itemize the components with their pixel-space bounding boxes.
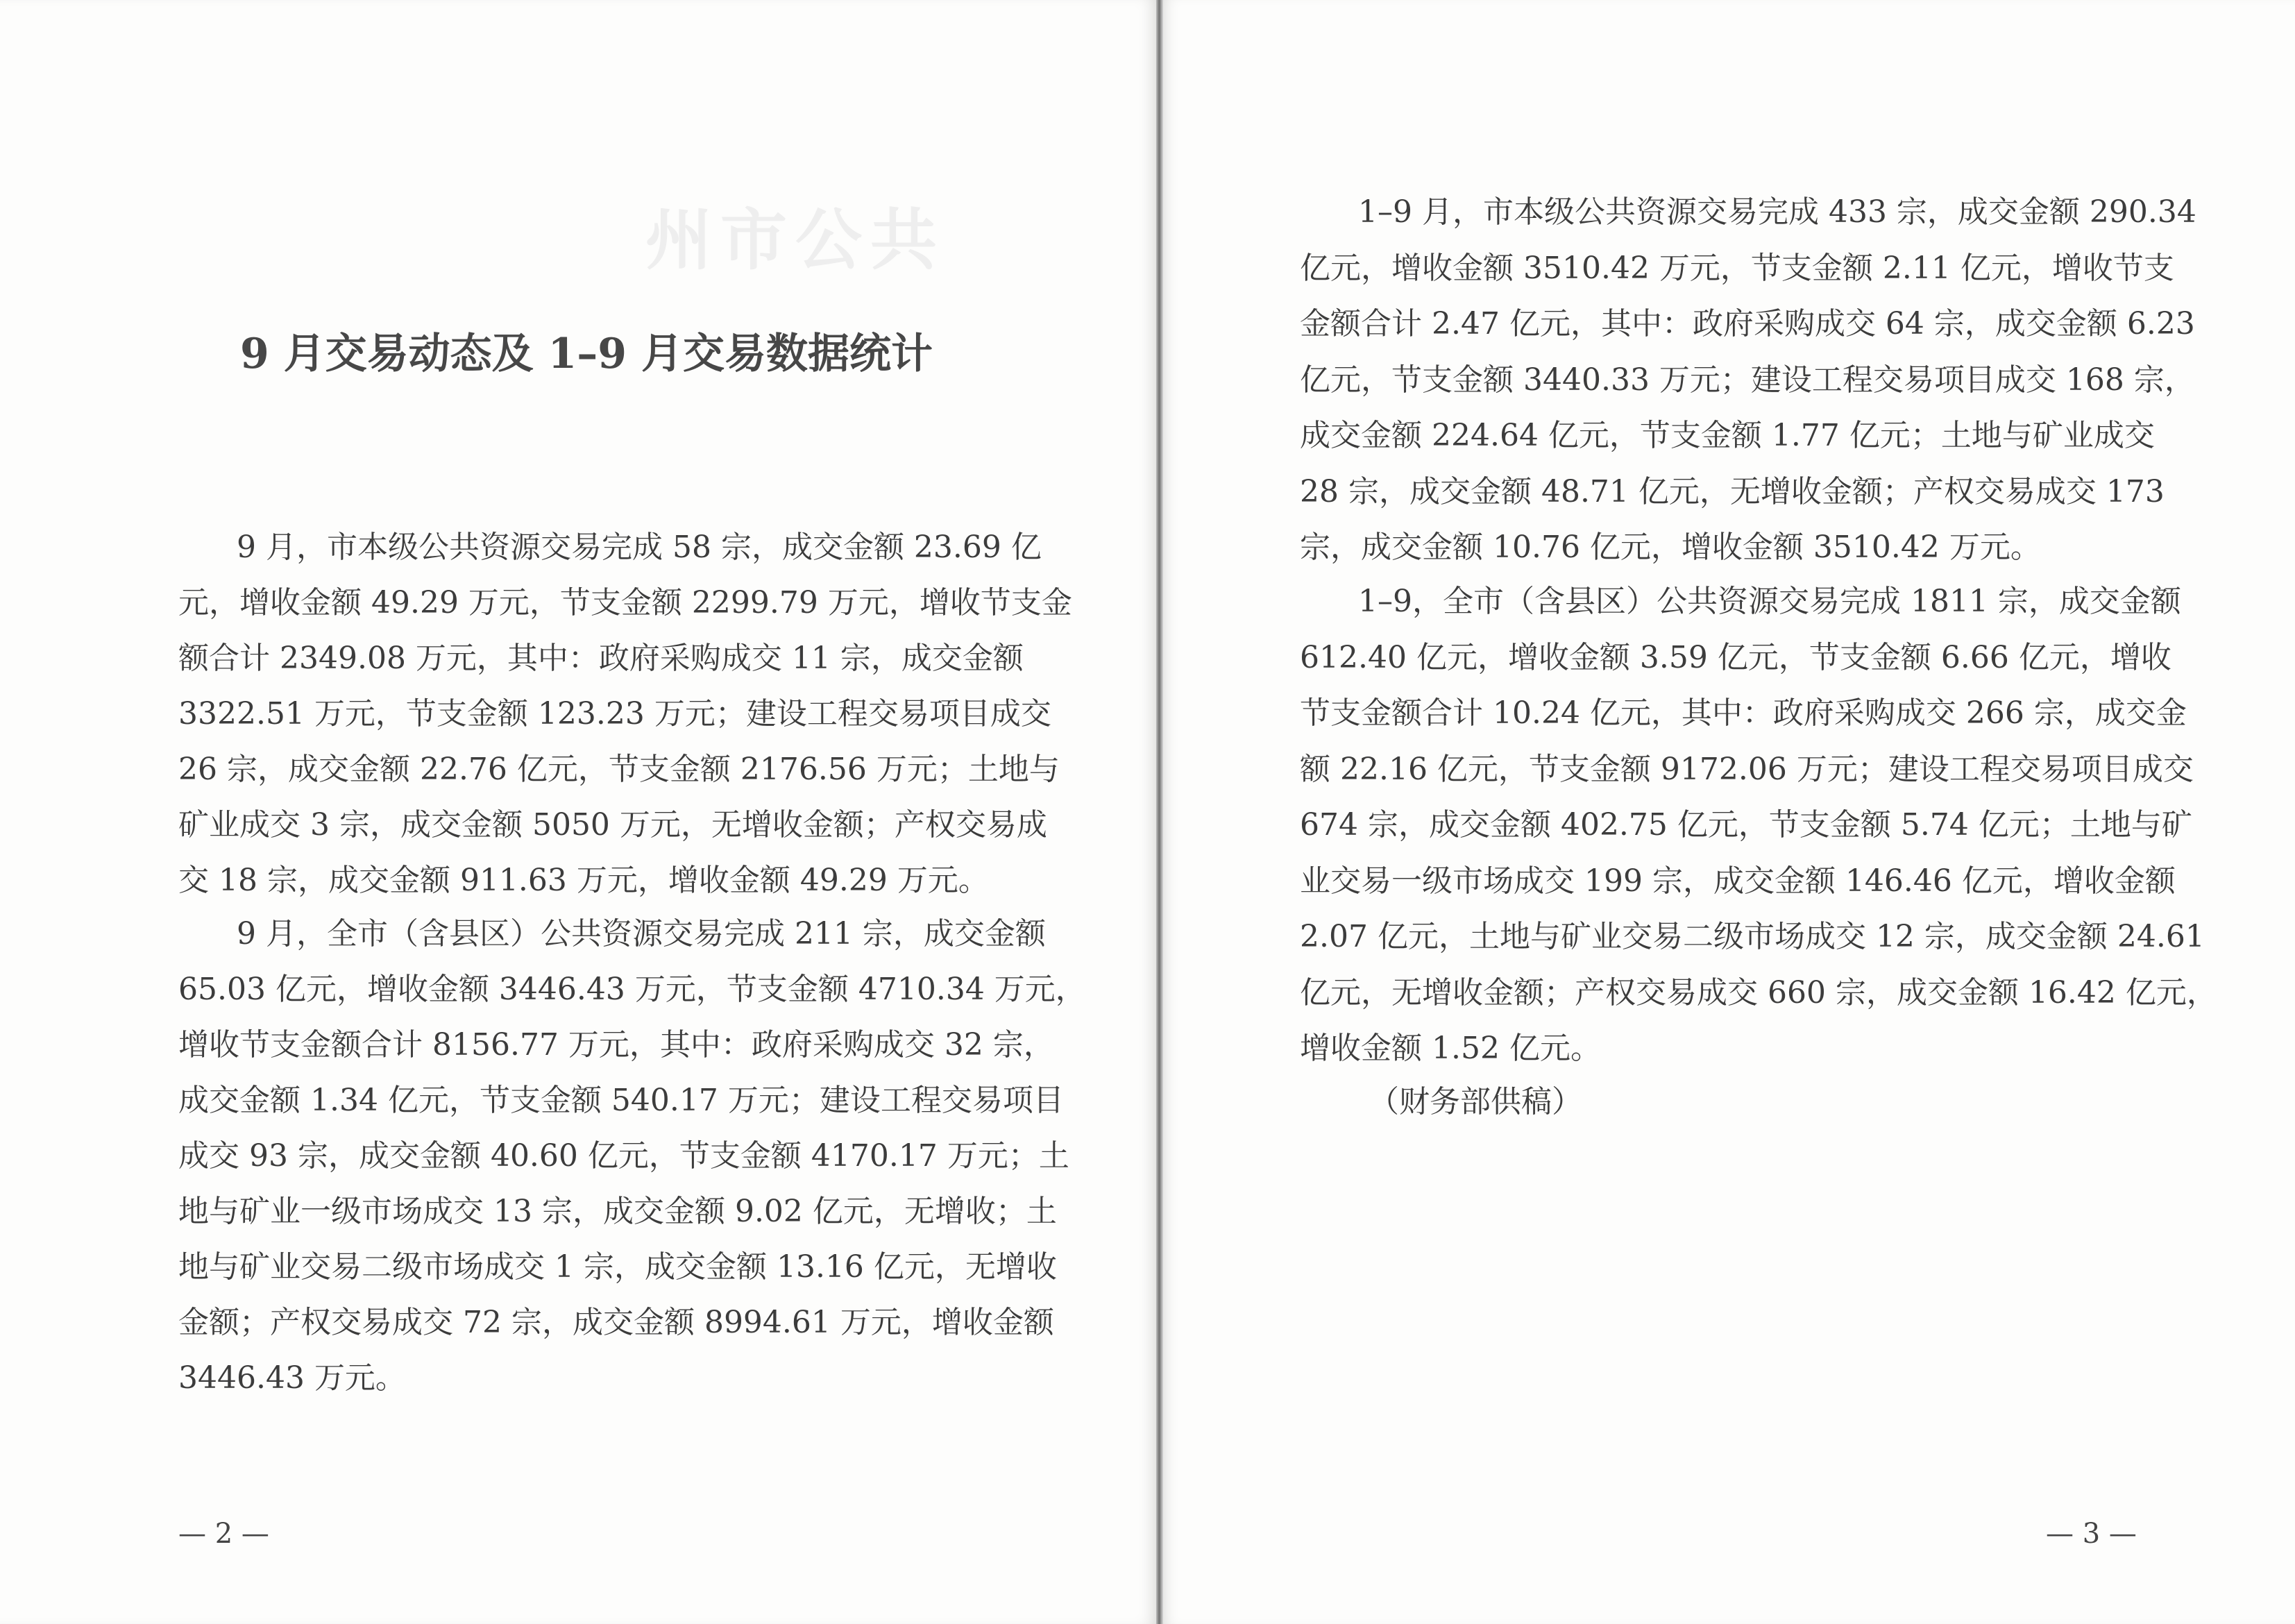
text-line: 增收节支金额合计 8156.77 万元，其中：政府采购成交 32 宗， bbox=[178, 1027, 1054, 1063]
text-line: 宗，成交金额 10.76 亿元，增收金额 3510.42 万元。 bbox=[1300, 530, 2041, 565]
paragraph bbox=[178, 520, 1072, 908]
text-line: 亿元，增收金额 3510.42 万元，节支金额 2.11 亿元，增收节支 bbox=[1300, 250, 2174, 286]
page-number: — 3 — bbox=[2046, 1518, 2137, 1550]
text-line: 2.07 亿元，土地与矿业交易二级市场成交 12 宗，成交金额 24.61 bbox=[1300, 919, 2205, 954]
text-line: 节支金额合计 10.24 亿元，其中：政府采购成交 266 宗，成交金 bbox=[1300, 695, 2187, 731]
text-line: 额 22.16 亿元，节支金额 9172.06 万元；建设工程交易项目成交 bbox=[1300, 751, 2194, 787]
paragraph bbox=[1300, 574, 2217, 1077]
text-line: 业交易一级市场成交 199 宗，成交金额 146.46 亿元，增收金额 bbox=[1300, 863, 2176, 899]
text-line: 交 18 宗，成交金额 911.63 万元，增收金额 49.29 万元。 bbox=[178, 863, 989, 898]
source-credit: （财务部供稿） bbox=[1369, 1084, 1582, 1119]
text-line: 金额；产权交易成交 72 宗，成交金额 8994.61 万元，增收金额 bbox=[178, 1305, 1054, 1340]
document-title: 9 月交易动态及 1–9 月交易数据统计 bbox=[240, 330, 933, 378]
paragraph bbox=[178, 906, 1086, 1406]
text-line: 地与矿业一级市场成交 13 宗，成交金额 9.02 亿元，无增收；土 bbox=[178, 1194, 1057, 1229]
text-line: 1–9 月，市本级公共资源交易完成 433 宗，成交金额 290.34 bbox=[1358, 194, 2196, 230]
text-line: 28 宗，成交金额 48.71 亿元，无增收金额；产权交易成交 173 bbox=[1300, 473, 2165, 509]
text-line: 3322.51 万元，节支金额 123.23 万元；建设工程交易项目成交 bbox=[178, 696, 1051, 731]
show-through-text: 州市公共 bbox=[645, 201, 945, 279]
text-line: 9 月，全市（含县区）公共资源交易完成 211 宗，成交金额 bbox=[237, 916, 1046, 951]
text-line: 674 宗，成交金额 402.75 亿元，节支金额 5.74 亿元；土地与矿 bbox=[1300, 807, 2192, 843]
text-line: 成交金额 1.34 亿元，节支金额 540.17 万元；建设工程交易项目 bbox=[178, 1083, 1064, 1118]
text-line: 额合计 2349.08 万元，其中：政府采购成交 11 宗，成交金额 bbox=[178, 641, 1024, 676]
text-line: 成交 93 宗，成交金额 40.60 亿元，节支金额 4170.17 万元；土 bbox=[178, 1138, 1069, 1174]
text-line: 26 宗，成交金额 22.76 亿元，节支金额 2176.56 万元；土地与 bbox=[178, 752, 1060, 787]
text-line: 亿元，无增收金额；产权交易成交 660 宗，成交金额 16.42 亿元， bbox=[1300, 974, 2217, 1010]
text-line: 9 月，市本级公共资源交易完成 58 宗，成交金额 23.69 亿 bbox=[237, 530, 1042, 565]
book-gutter bbox=[1156, 0, 1163, 1624]
text-line: 612.40 亿元，增收金额 3.59 亿元，节支金额 6.66 亿元，增收 bbox=[1300, 639, 2171, 675]
text-line: 元，增收金额 49.29 万元，节支金额 2299.79 万元，增收节支金 bbox=[178, 585, 1072, 620]
text-line: 3446.43 万元。 bbox=[178, 1360, 406, 1396]
text-line: 成交金额 224.64 亿元，节支金额 1.77 亿元；土地与矿业成交 bbox=[1300, 418, 2155, 453]
text-line: 65.03 亿元，增收金额 3446.43 万元，节支金额 4710.34 万元， bbox=[178, 972, 1086, 1007]
text-line: 亿元，节支金额 3440.33 万元；建设工程交易项目成交 168 宗， bbox=[1300, 362, 2195, 398]
text-line: 地与矿业交易二级市场成交 1 宗，成交金额 13.16 亿元，无增收 bbox=[178, 1249, 1057, 1285]
text-line: 金额合计 2.47 亿元，其中：政府采购成交 64 宗，成交金额 6.23 bbox=[1300, 306, 2195, 341]
text-line: 矿业成交 3 宗，成交金额 5050 万元，无增收金额；产权交易成 bbox=[178, 807, 1047, 843]
text-line: 1–9，全市（含县区）公共资源交易完成 1811 宗，成交金额 bbox=[1358, 584, 2181, 619]
paragraph bbox=[1300, 185, 2196, 576]
text-line: 增收金额 1.52 亿元。 bbox=[1300, 1031, 1601, 1066]
page-number: — 2 — bbox=[178, 1518, 269, 1550]
